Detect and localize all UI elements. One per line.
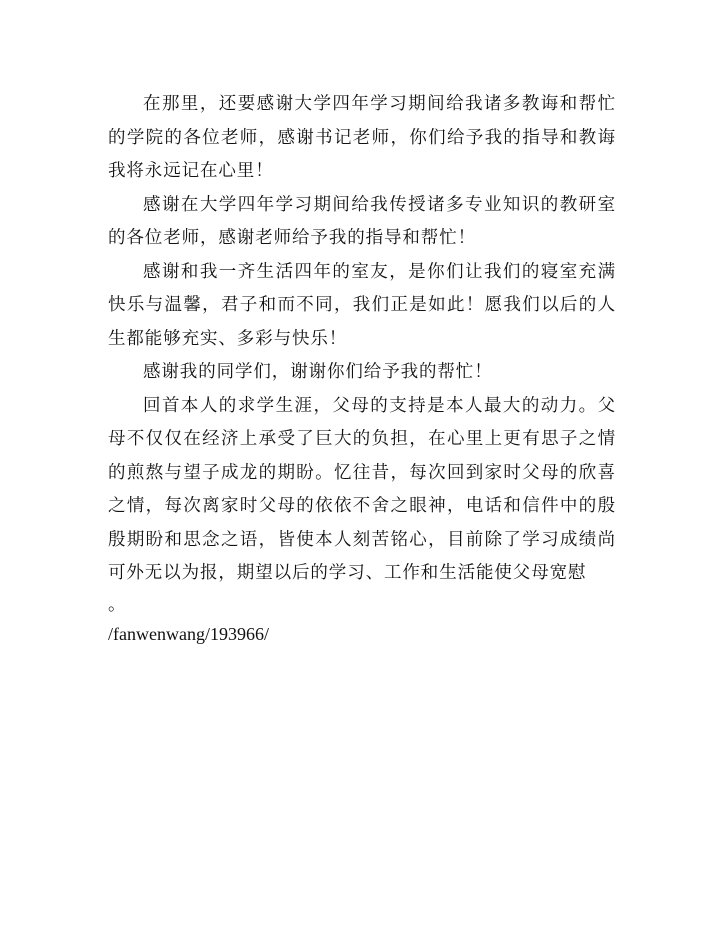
paragraph-thanks-classmates: 感谢我的同学们，谢谢你们给予我的帮忙！ — [143, 362, 493, 382]
trailing-period: 。 — [108, 594, 126, 615]
document-body — [108, 88, 616, 649]
paragraph-thanks-parents: 回首本人的求学生涯，父母的支持是本人最大的动力。父母不仅仅在经济上承受了巨大的负担，在心里上更有思子之情的煎熬与望子成龙的期盼。忆往昔，每次回到家时父母的欣喜之情，每次离家时父母的依依不舍之眼神，电话和信件中的殷殷期盼和思念之语，皆使本人刻苦铭心，目前除了学习成绩尚可外无以为报，期望以后的学习、工作和生活能使父母宽慰 — [108, 395, 616, 583]
paragraph-thanks-college-teachers: 在那里，还要感谢大学四年学习期间给我诸多教诲和帮忙的学院的各位老师，感谢书记老师，你们给予我的指导和教诲我将永远记在心里！ — [108, 94, 616, 181]
source-url-text: /fanwenwang/193966/ — [108, 623, 269, 644]
paragraph-thanks-roommates: 感谢和我一齐生活四年的室友，是你们让我们的寝室充满快乐与温馨，君子和而不同，我们正是如此！愿我们以后的人生都能够充实、多彩与快乐！ — [108, 261, 616, 349]
paragraph-thanks-department-teachers: 感谢在大学四年学习期间给我传授诸多专业知识的教研室的各位老师，感谢老师给予我的指导和帮忙！ — [108, 194, 616, 248]
